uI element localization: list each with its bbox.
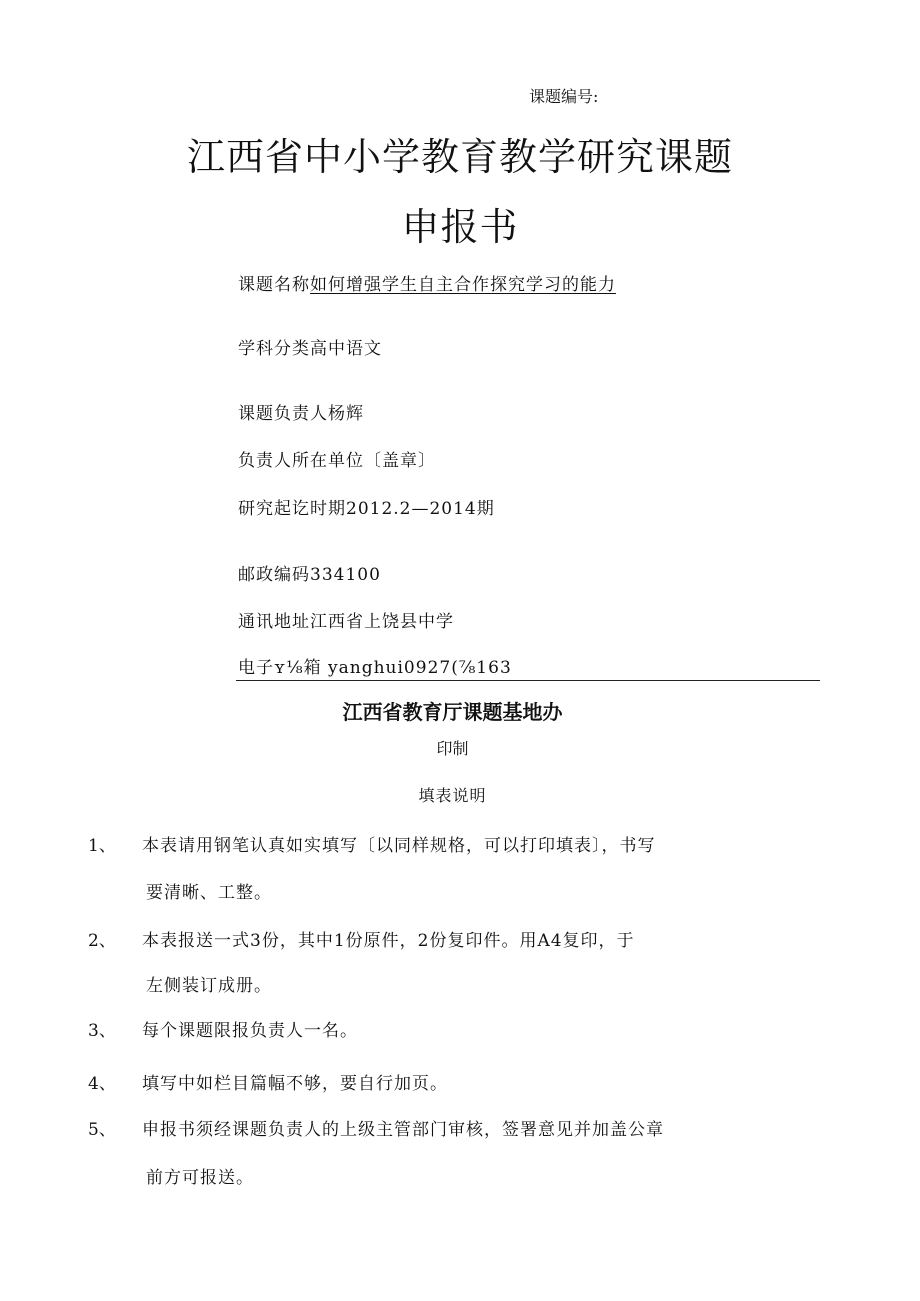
field-unit (238, 446, 436, 471)
leader-label: 课题负责人 (238, 404, 328, 424)
field-address (238, 607, 454, 632)
issuer-name: 江西省教育厅课题基地办 (342, 700, 563, 724)
instruction-number: 4、 (88, 1074, 116, 1094)
instruction-text: 本表报送一式3份，其中1份原件，2份复印件。用A4复印，于 (142, 931, 635, 951)
instruction-text: 申报书须经课题负责人的上级主管部门审核，签署意见并加盖公章 (142, 1120, 664, 1140)
document-subtitle: 申报书 (401, 205, 519, 249)
period-label: 研究起讫时期 (238, 499, 346, 519)
postcode-value: 334100 (310, 565, 381, 585)
email-label: 电子ʏ⅛箱 (238, 658, 322, 678)
field-email (238, 653, 512, 678)
subject-value: 高中语文 (310, 339, 382, 359)
field-underline-divider (236, 680, 820, 681)
postcode-label: 邮政编码 (238, 565, 310, 585)
subject-label: 学科分类 (238, 339, 310, 359)
field-period (238, 494, 495, 519)
field-leader (238, 399, 364, 424)
instruction-number: 1、 (88, 836, 116, 856)
printed-label: 印制 (436, 739, 469, 758)
instruction-text: 填写中如栏目篇幅不够，要自行加页。 (142, 1074, 448, 1094)
field-subject (238, 334, 382, 359)
topic-label: 课题名称 (238, 275, 310, 295)
instruction-number: 3、 (88, 1021, 116, 1041)
instruction-number: 5、 (88, 1120, 116, 1140)
address-value: 江西省上饶县中学 (310, 612, 454, 632)
instruction-number: 2、 (88, 931, 116, 951)
leader-value: 杨辉 (328, 404, 364, 424)
unit-label: 负责人所在单位〔盖章〕 (238, 451, 436, 471)
email-value: yanghui0927(⅞163 (328, 658, 512, 678)
instruction-text: 本表请用钢笔认真如实填写〔以同样规格，可以打印填表〕，书写 (142, 836, 656, 856)
project-number-label: 课题编号: (529, 87, 599, 106)
field-topic (238, 270, 616, 295)
instruction-text-continued: 左侧装订成册。 (146, 976, 272, 996)
instruction-text-continued: 要清晰、工整。 (146, 883, 272, 903)
field-postcode (238, 560, 381, 585)
address-label: 通讯地址 (238, 612, 310, 632)
period-value: 2012.2—2014期 (346, 499, 495, 519)
instruction-text-continued: 前方可报送。 (146, 1168, 254, 1188)
instruction-text: 每个课题限报负责人一名。 (142, 1021, 358, 1041)
document-title: 江西省中小学教育教学研究课题 (186, 135, 733, 179)
instructions-title: 填表说明 (418, 786, 487, 805)
topic-value: 如何增强学生自主合作探究学习的能力 (310, 275, 616, 295)
